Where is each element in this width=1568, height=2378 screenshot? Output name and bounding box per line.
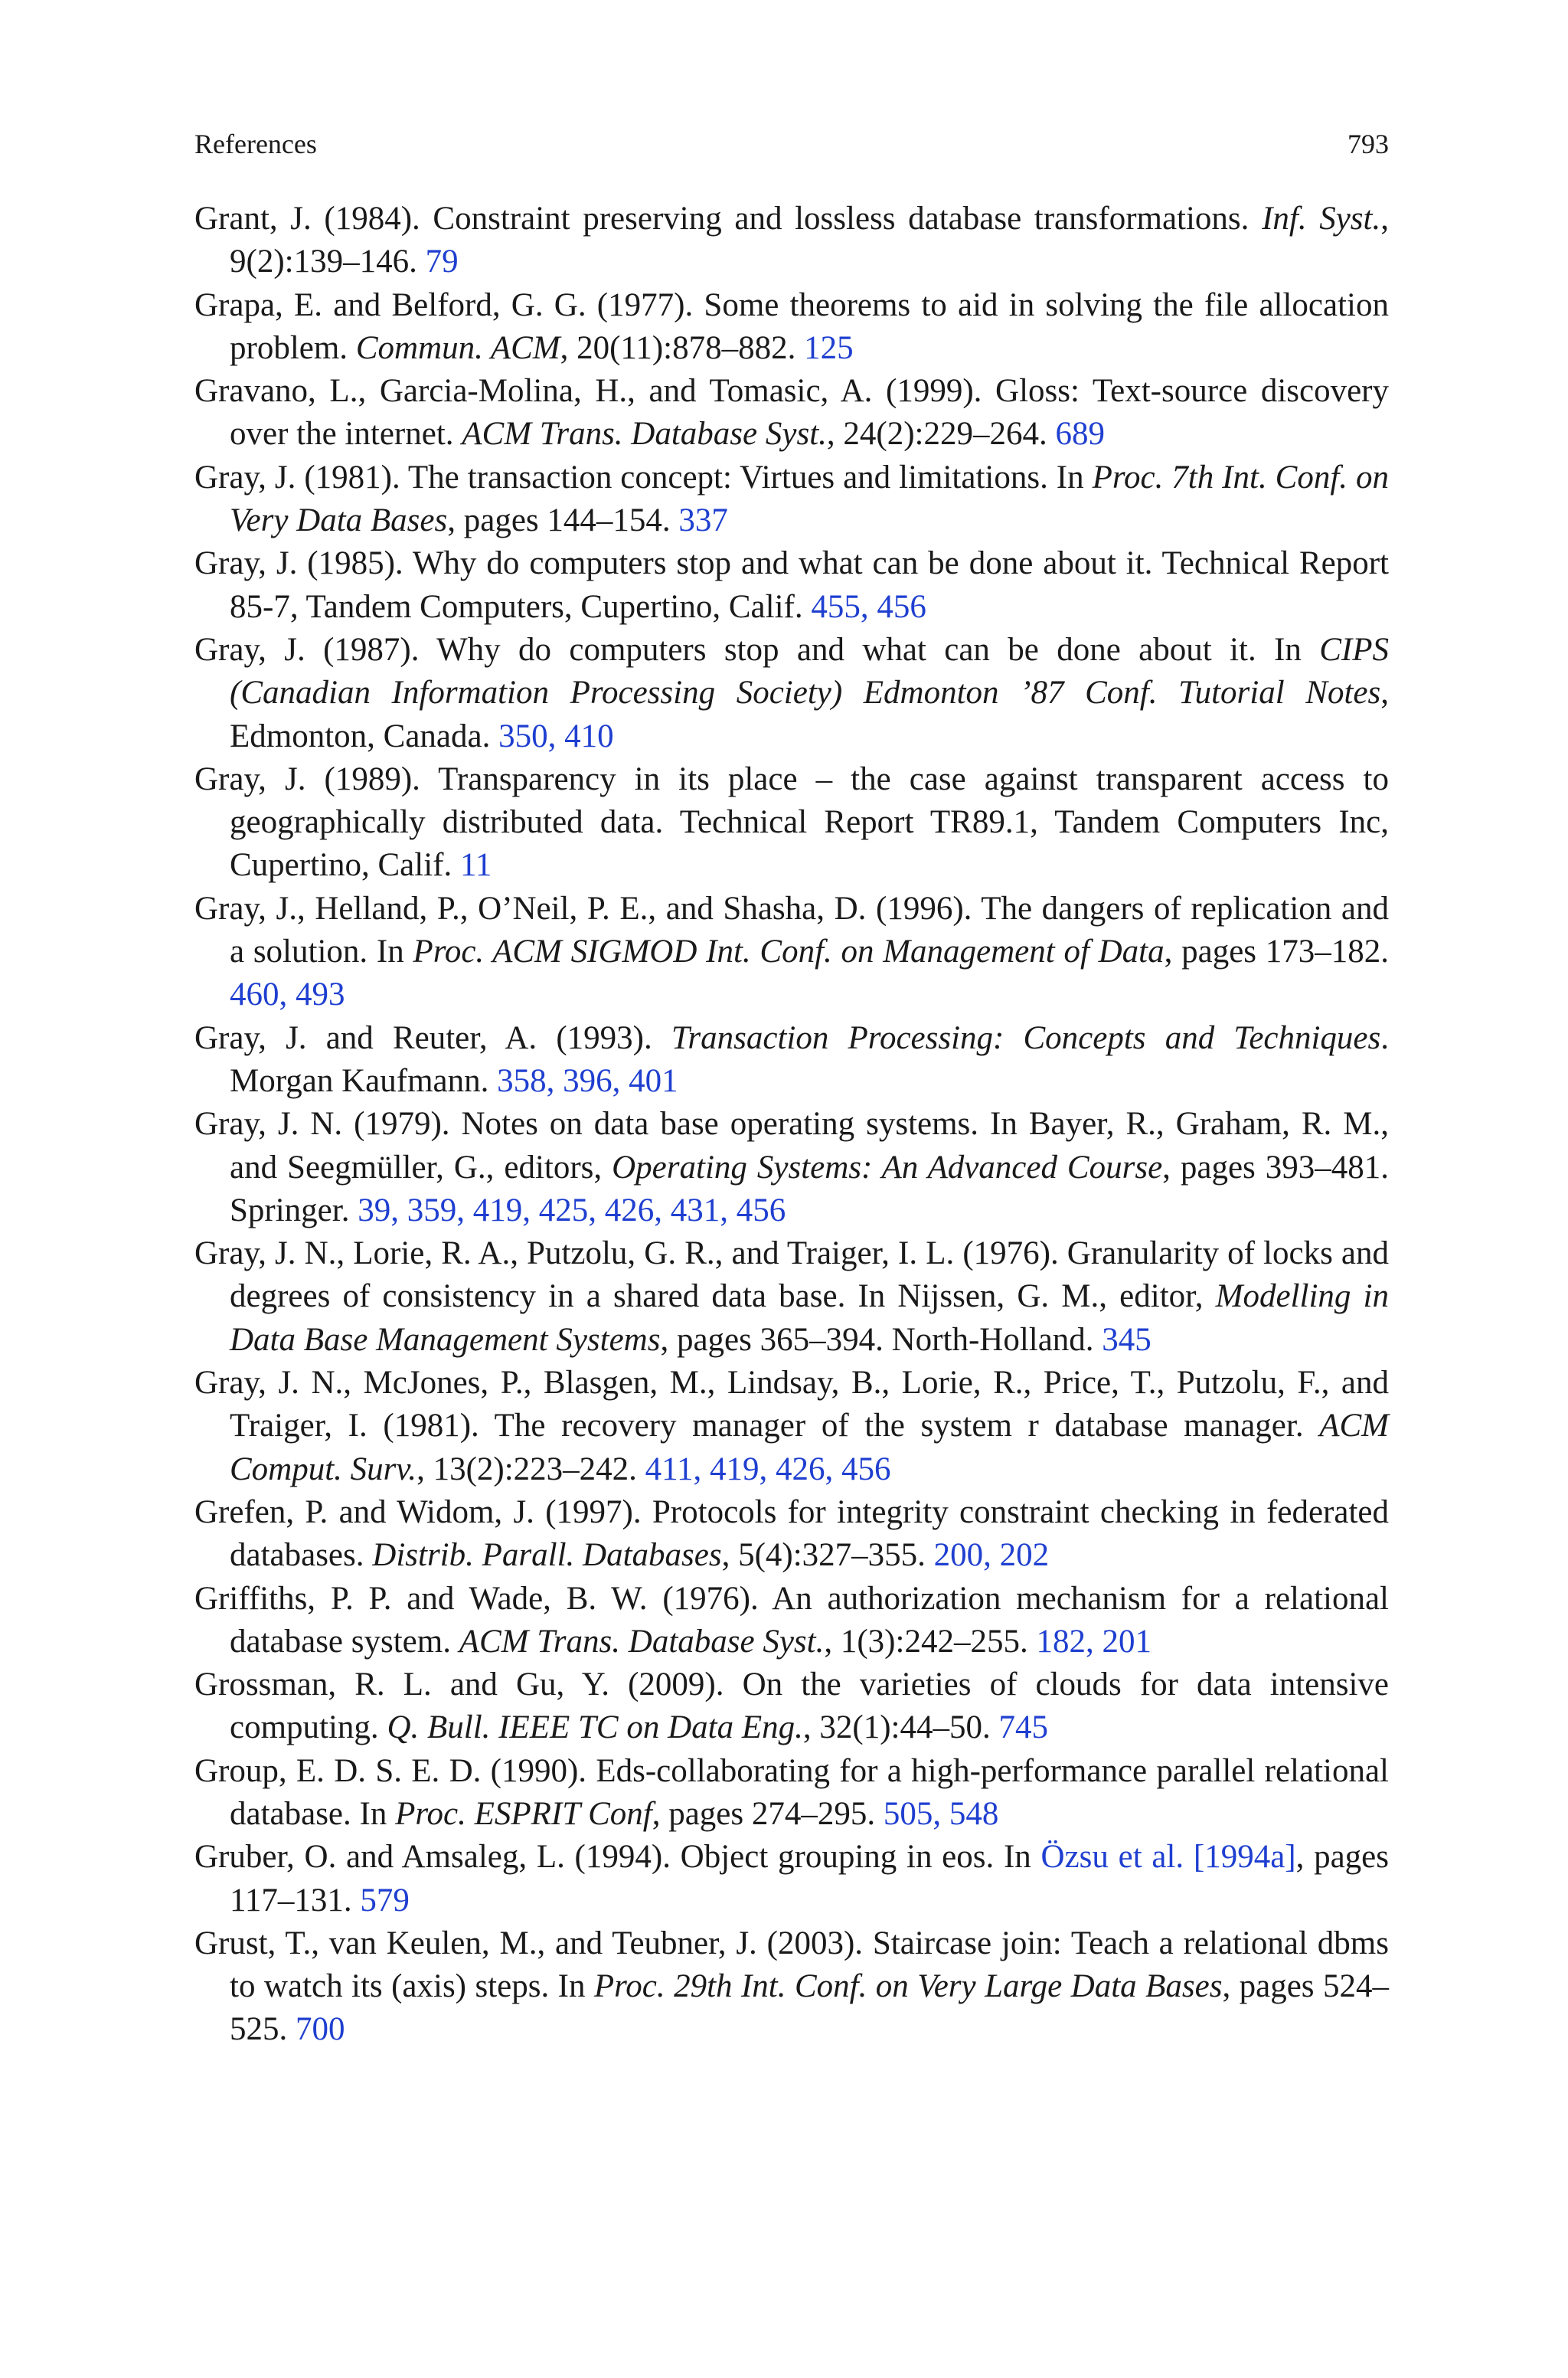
reference-entry bbox=[194, 1362, 1389, 1491]
reference-entry bbox=[194, 198, 1389, 284]
reference-entry bbox=[194, 629, 1389, 758]
reference-entry bbox=[194, 1232, 1389, 1362]
reference-text: Gray, J., Helland, P., O’Neil, P. E., and Shasha, D. (1996). The dangers of replication and a solution. In bbox=[194, 890, 1389, 970]
backref-link[interactable]: 11 bbox=[459, 847, 492, 884]
backref-link[interactable]: 700 bbox=[296, 2011, 345, 2048]
reference-text: Grapa, E. and Belford, G. G. (1977). Some theorems to aid in solving the file allocation problem. bbox=[194, 286, 1389, 366]
citation-link[interactable]: Özsu et al. [1994a] bbox=[1040, 1839, 1296, 1876]
reference-text: Gray, J. (1987). Why do computers stop and what can be done about it. In bbox=[194, 631, 1320, 668]
reference-venue: Transaction Processing: Concepts and Techniques bbox=[671, 1019, 1381, 1056]
reference-venue: Proc. ACM SIGMOD Int. Conf. on Management of Data bbox=[413, 934, 1165, 970]
backref-link[interactable]: 689 bbox=[1055, 416, 1105, 453]
reference-text: Grefen, P. and Widom, J. (1997). Protocols for integrity constraint checking in federated databases. bbox=[194, 1493, 1389, 1574]
reference-list bbox=[194, 198, 1389, 2052]
reference-venue: Inf. Syst. bbox=[1262, 201, 1381, 237]
reference-text: . Morgan Kaufmann. bbox=[230, 1019, 1389, 1099]
reference-entry bbox=[194, 456, 1389, 543]
reference-venue: Q. Bull. IEEE TC on Data Eng. bbox=[387, 1709, 803, 1746]
reference-entry bbox=[194, 1491, 1389, 1578]
reference-text: Gray, J. N. (1979). Notes on data base operating systems. In Bayer, R., Graham, R. M., and Seegmüller, G., editors, bbox=[194, 1106, 1389, 1186]
reference-text: Group, E. D. S. E. D. (1990). Eds-collaborating for a high-performance parallel relational database. In bbox=[194, 1752, 1389, 1832]
backref-link[interactable]: 182, 201 bbox=[1036, 1623, 1152, 1660]
backref-link[interactable]: 460, 493 bbox=[230, 976, 345, 1013]
reference-entry bbox=[194, 1750, 1389, 1837]
reference-text: , pages 144–154. bbox=[447, 502, 679, 539]
reference-venue: CIPS (Canadian Information Processing Society) Edmonton ’87 Conf. Tutorial Notes bbox=[230, 631, 1389, 711]
reference-text: Gray, J. N., Lorie, R. A., Putzolu, G. R., and Traiger, I. L. (1976). Granularity of locks and degrees of consistency in a shared data base. In Nijssen, G. M., editor, bbox=[194, 1235, 1389, 1315]
reference-text: Gray, J. (1989). Transparency in its place – the case against transparent access to geographically distributed data. Technical Report TR89.1, Tandem Computers Inc, Cupertino, Calif. bbox=[194, 761, 1389, 884]
backref-link[interactable]: 337 bbox=[678, 502, 728, 539]
reference-text: , 5(4):327–355. bbox=[721, 1537, 934, 1574]
reference-venue: Distrib. Parall. Databases bbox=[372, 1537, 722, 1574]
reference-entry bbox=[194, 888, 1389, 1017]
backref-link[interactable]: 505, 548 bbox=[883, 1795, 999, 1832]
reference-entry bbox=[194, 370, 1389, 456]
reference-venue: Proc. 29th Int. Conf. on Very Large Data Bases bbox=[593, 1968, 1223, 2005]
backref-link[interactable]: 79 bbox=[425, 244, 459, 280]
reference-entry bbox=[194, 758, 1389, 888]
reference-entry bbox=[194, 1922, 1389, 2052]
reference-venue: ACM Trans. Database Syst. bbox=[462, 416, 827, 453]
reference-text: , pages 393–481. Springer. bbox=[230, 1149, 1389, 1228]
reference-text: Gray, J. (1981). The transaction concept: Virtues and limitations. In bbox=[194, 459, 1093, 496]
reference-venue: Proc. ESPRIT Conf bbox=[395, 1795, 652, 1832]
reference-text: Gray, J. (1985). Why do computers stop and what can be done about it. Technical Report 85-7, Tandem Computers, Cupertino, Calif. bbox=[194, 545, 1389, 625]
reference-text: , pages 274–295. bbox=[652, 1795, 884, 1832]
reference-entry bbox=[194, 284, 1389, 371]
reference-venue: Modelling in Data Base Management Systems bbox=[230, 1278, 1389, 1358]
reference-text: Gray, J. N., McJones, P., Blasgen, M., Lindsay, B., Lorie, R., Price, T., Putzolu, F., and Traiger, I. (1981). The recovery manager of the system r database manager. bbox=[194, 1365, 1389, 1444]
reference-text: , pages 365–394. North-Holland. bbox=[660, 1321, 1102, 1358]
backref-link[interactable]: 745 bbox=[998, 1709, 1048, 1746]
reference-text: Grust, T., van Keulen, M., and Teubner, J. (2003). Staircase join: Teach a relational dbms to watch its (axis) steps. In bbox=[194, 1925, 1389, 2005]
reference-entry bbox=[194, 542, 1389, 629]
backref-link[interactable]: 39, 359, 419, 425, 426, 431, 456 bbox=[358, 1192, 786, 1228]
reference-text: , 20(11):878–882. bbox=[560, 329, 805, 366]
reference-text: , pages 524–525. bbox=[230, 1968, 1389, 2048]
running-head bbox=[194, 126, 1389, 162]
reference-venue: ACM Comput. Surv. bbox=[230, 1408, 1389, 1487]
section-title: References bbox=[194, 129, 317, 159]
reference-text: Gray, J. and Reuter, A. (1993). bbox=[194, 1019, 671, 1056]
reference-venue: Proc. 7th Int. Conf. on Very Data Bases bbox=[230, 459, 1389, 539]
backref-link[interactable]: 358, 396, 401 bbox=[497, 1062, 678, 1099]
backref-link[interactable]: 200, 202 bbox=[933, 1537, 1050, 1574]
reference-text: Gravano, L., Garcia-Molina, H., and Tomasic, A. (1999). Gloss: Text-source discovery over the internet. bbox=[194, 373, 1389, 453]
reference-venue: ACM Trans. Database Syst. bbox=[459, 1623, 825, 1660]
reference-text: Griffiths, P. P. and Wade, B. W. (1976). An authorization mechanism for a relational database system. bbox=[194, 1580, 1389, 1660]
backref-link[interactable]: 125 bbox=[804, 329, 854, 366]
reference-entry bbox=[194, 1103, 1389, 1232]
reference-text: Gruber, O. and Amsaleg, L. (1994). Object grouping in eos. In bbox=[194, 1839, 1041, 1876]
reference-text: , 9(2):139–146. bbox=[230, 201, 1389, 280]
backref-link[interactable]: 455, 456 bbox=[811, 588, 926, 625]
reference-text: , 24(2):229–264. bbox=[826, 416, 1056, 453]
reference-venue: Commun. ACM bbox=[355, 329, 560, 366]
reference-entry bbox=[194, 1663, 1389, 1750]
reference-text: , pages 173–182. bbox=[1164, 934, 1390, 970]
backref-link[interactable]: 350, 410 bbox=[498, 718, 614, 754]
backref-link[interactable]: 579 bbox=[360, 1882, 410, 1918]
page-number: 793 bbox=[1348, 129, 1389, 159]
reference-text: , Edmonton, Canada. bbox=[230, 675, 1389, 754]
reference-text: , 1(3):242–255. bbox=[824, 1623, 1037, 1660]
reference-text: , 13(2):223–242. bbox=[416, 1451, 645, 1487]
backref-link[interactable]: 411, 419, 426, 456 bbox=[645, 1451, 891, 1487]
reference-entry bbox=[194, 1578, 1389, 1664]
reference-text: , pages 117–131. bbox=[230, 1839, 1389, 1918]
reference-entry bbox=[194, 1017, 1389, 1104]
reference-text: , 32(1):44–50. bbox=[802, 1709, 999, 1746]
reference-venue: Operating Systems: An Advanced Course bbox=[612, 1149, 1163, 1186]
reference-text: Grossman, R. L. and Gu, Y. (2009). On the varieties of clouds for data intensive computing. bbox=[194, 1667, 1389, 1746]
backref-link[interactable]: 345 bbox=[1102, 1321, 1152, 1358]
reference-entry bbox=[194, 1836, 1389, 1922]
reference-text: Grant, J. (1984). Constraint preserving and lossless database transformations. bbox=[194, 201, 1263, 237]
